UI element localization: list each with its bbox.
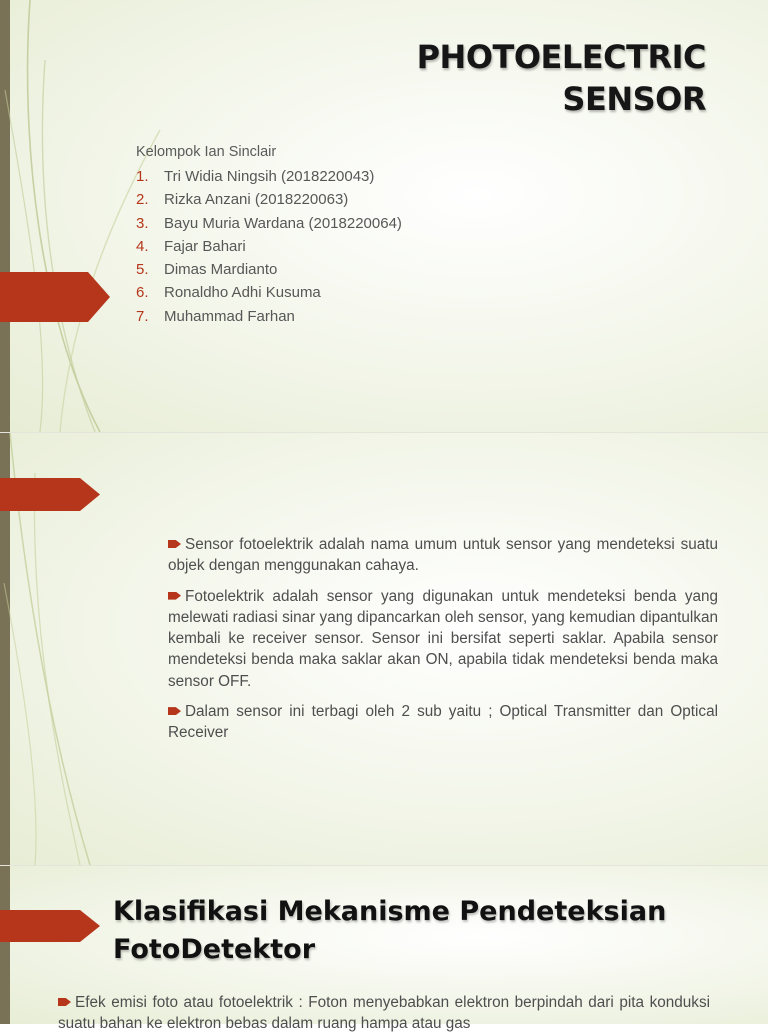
arrow-bullet-icon bbox=[168, 592, 181, 600]
group-label: Kelompok Ian Sinclair bbox=[136, 144, 277, 160]
member-item: 7. Muhammad Farhan bbox=[136, 307, 295, 325]
slide-left-bar bbox=[0, 866, 10, 1024]
bullet-list bbox=[168, 534, 718, 753]
section-title bbox=[113, 893, 666, 969]
accent-arrow bbox=[0, 910, 100, 942]
title-line-1: Klasifikasi Mekanisme Pendeteksian bbox=[113, 896, 667, 927]
member-item: 2. Rizka Anzani (2018220063) bbox=[136, 191, 349, 209]
member-item: 3. Bayu Muria Wardana (2018220064) bbox=[136, 214, 402, 232]
member-item: 6. Ronaldho Adhi Kusuma bbox=[136, 284, 321, 302]
slide-title-heading bbox=[417, 36, 706, 120]
bullet-item: Dalam sensor ini terbagi oleh 2 sub yaitu ; Optical Transmitter dan Optical Receiver bbox=[168, 703, 718, 742]
member-item: 4. Fajar Bahari bbox=[136, 237, 246, 255]
arrow-bullet-icon bbox=[168, 540, 181, 548]
slide-title bbox=[0, 0, 768, 432]
member-item: 1. Tri Widia Ningsih (2018220043) bbox=[136, 168, 375, 185]
bullet-item: Sensor fotoelektrik adalah nama umum untuk sensor yang mendeteksi suatu objek dengan menggunakan cahaya. bbox=[168, 536, 718, 575]
accent-arrow bbox=[0, 478, 100, 511]
title-line-2: SENSOR bbox=[562, 80, 706, 118]
bullet-item: Fotoelektrik adalah sensor yang digunakan untuk mendeteksi benda yang melewati radiasi sinar yang dipancarkan oleh sensor, yang kemudian dipantulkan kembali ke receiver sensor. Sensor ini bersifat seperti saklar. Apabila sensor mendeteksi benda maka saklar akan ON, apabila tidak mendeteksi benda maka sensor OFF. bbox=[168, 587, 718, 690]
title-line-2: FotoDetektor bbox=[113, 934, 316, 965]
member-item: 5. Dimas Mardianto bbox=[136, 261, 278, 279]
arrow-bullet-icon bbox=[58, 998, 71, 1006]
member-list bbox=[136, 165, 402, 328]
accent-arrow bbox=[0, 272, 110, 322]
slide-definition bbox=[0, 433, 768, 865]
title-line-1: PHOTOELECTRIC bbox=[416, 38, 706, 76]
bullet-list bbox=[58, 992, 710, 1034]
arrow-bullet-icon bbox=[168, 707, 181, 715]
bullet-item: Efek emisi foto atau fotoelektrik : Foton menyebabkan elektron berpindah dari pita konduksi suatu bahan ke elektron bebas dalam ruang hampa atau gas bbox=[58, 994, 710, 1032]
